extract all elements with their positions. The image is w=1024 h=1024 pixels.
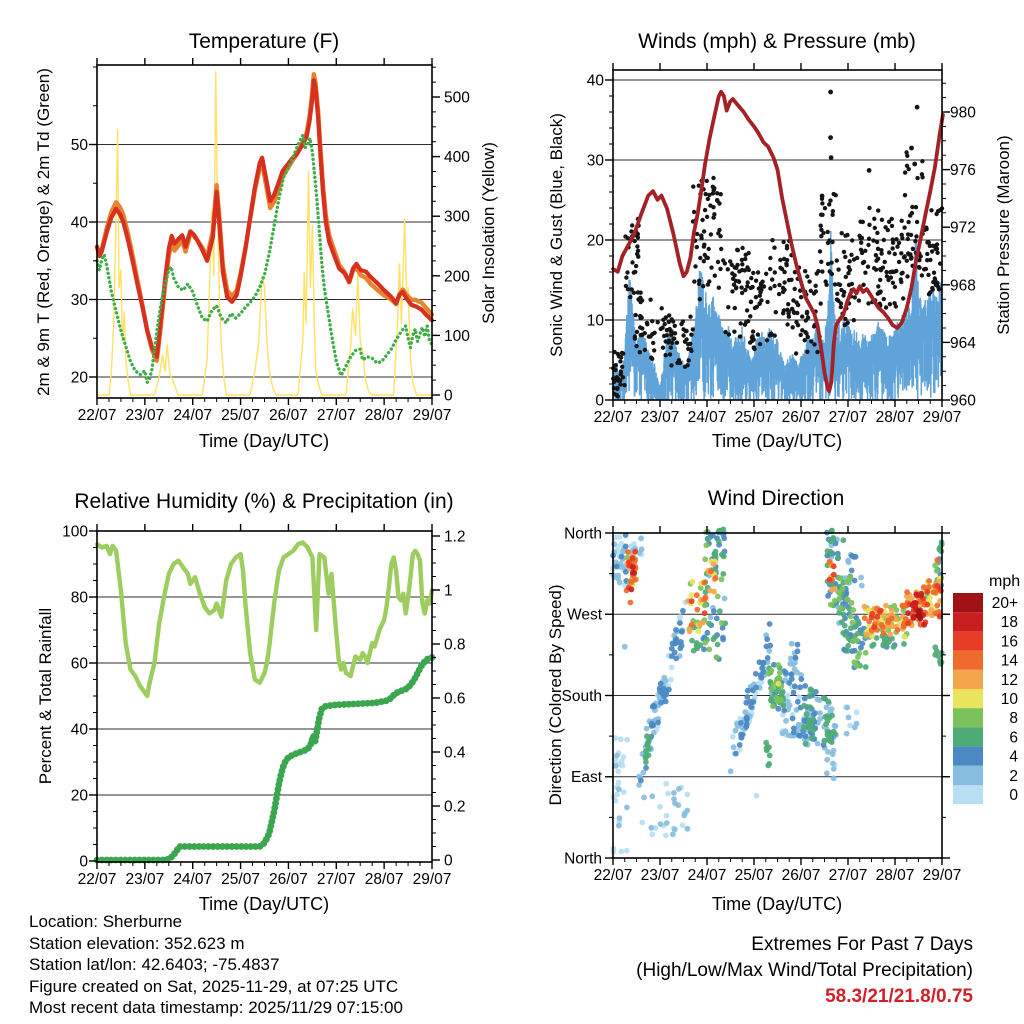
figure-created-timestamp: Figure created on Sat, 2025-11-29, at 07:25 UTC xyxy=(29,976,399,996)
extremes-heading: Extremes For Past 7 Days xyxy=(751,934,973,955)
svg-text:500: 500 xyxy=(444,89,470,107)
svg-text:972: 972 xyxy=(950,219,976,237)
svg-text:6: 6 xyxy=(1009,729,1018,747)
extremes-subheading: (High/Low/Max Wind/Total Precipitation) xyxy=(636,960,973,981)
svg-text:0.4: 0.4 xyxy=(444,744,466,762)
svg-text:24/07: 24/07 xyxy=(687,867,727,884)
svg-text:24/07: 24/07 xyxy=(173,871,213,888)
svg-text:28/07: 28/07 xyxy=(875,867,915,884)
svg-text:300: 300 xyxy=(444,208,470,226)
svg-text:968: 968 xyxy=(950,277,976,295)
svg-text:29/07: 29/07 xyxy=(412,407,452,424)
svg-text:10: 10 xyxy=(586,312,604,330)
wind-direction-plot xyxy=(561,525,961,884)
svg-text:28/07: 28/07 xyxy=(875,409,915,426)
svg-text:27/07: 27/07 xyxy=(828,409,868,426)
panel-title-temperature: Temperature (F) xyxy=(188,30,340,53)
svg-text:12: 12 xyxy=(1000,671,1018,689)
svg-text:80: 80 xyxy=(70,589,88,607)
winds-pressure-plot xyxy=(587,63,976,426)
panel-title-winds-pressure: Winds (mph) & Pressure (mb) xyxy=(638,30,916,53)
svg-text:23/07: 23/07 xyxy=(640,867,680,884)
svg-text:28/07: 28/07 xyxy=(364,871,404,888)
svg-text:30: 30 xyxy=(586,152,604,170)
extremes-values: 58.3/21/21.8/0.75 xyxy=(825,986,973,1007)
svg-text:60: 60 xyxy=(70,655,88,673)
svg-text:50: 50 xyxy=(70,137,88,154)
svg-text:14: 14 xyxy=(1000,652,1018,670)
svg-text:25/07: 25/07 xyxy=(221,407,260,424)
pressure-y-axis-label: Station Pressure (Maroon) xyxy=(994,135,1013,335)
temperature-y-axis-label: 2m & 9m T (Red, Orange) & 2m Td (Green) xyxy=(34,68,53,396)
svg-text:16: 16 xyxy=(1000,633,1018,651)
station-elevation: Station elevation: 352.623 m xyxy=(29,933,245,953)
svg-text:27/07: 27/07 xyxy=(316,407,356,424)
svg-text:200: 200 xyxy=(444,268,470,286)
svg-text:4: 4 xyxy=(1009,748,1018,766)
station-info-block xyxy=(29,911,403,1019)
svg-text:22/07: 22/07 xyxy=(593,409,633,426)
recent-data-timestamp: Most recent data timestamp: 2025/11/29 07:15:00 xyxy=(29,998,403,1017)
svg-text:East: East xyxy=(570,769,602,787)
winds-x-axis-label: Time (Day/UTC) xyxy=(711,431,843,451)
svg-text:27/07: 27/07 xyxy=(316,871,356,888)
svg-text:28/07: 28/07 xyxy=(364,407,404,424)
svg-text:25/07: 25/07 xyxy=(734,409,774,426)
svg-text:27/07: 27/07 xyxy=(828,867,868,884)
svg-text:10: 10 xyxy=(1000,691,1018,708)
extremes-block xyxy=(620,932,973,1010)
svg-text:0: 0 xyxy=(444,852,453,870)
svg-text:22/07: 22/07 xyxy=(77,871,117,888)
direction-y-axis-label: Direction (Colored By Speed) xyxy=(546,584,565,806)
svg-text:26/07: 26/07 xyxy=(781,867,821,884)
humidity-x-axis-label: Time (Day/UTC) xyxy=(198,894,330,914)
speed-legend xyxy=(953,593,1018,804)
svg-text:0: 0 xyxy=(444,387,453,405)
svg-text:26/07: 26/07 xyxy=(269,871,308,888)
svg-text:20: 20 xyxy=(70,369,88,387)
svg-text:40: 40 xyxy=(586,72,604,90)
svg-text:20+: 20+ xyxy=(991,595,1018,612)
svg-text:West: West xyxy=(566,606,602,624)
temperature-x-axis-label: Time (Day/UTC) xyxy=(198,431,330,451)
svg-text:18: 18 xyxy=(1000,614,1018,632)
svg-text:26/07: 26/07 xyxy=(269,407,308,424)
svg-text:23/07: 23/07 xyxy=(640,409,680,426)
svg-text:North: North xyxy=(564,525,602,543)
svg-text:29/07: 29/07 xyxy=(412,871,452,888)
svg-text:30: 30 xyxy=(70,292,88,309)
svg-text:0.8: 0.8 xyxy=(444,636,466,654)
svg-text:25/07: 25/07 xyxy=(734,867,774,884)
svg-text:23/07: 23/07 xyxy=(125,407,165,424)
panel-title-humidity-precip: Relative Humidity (%) & Precipitation (in) xyxy=(74,490,454,513)
panel-title-wind-direction: Wind Direction xyxy=(707,487,845,510)
svg-text:960: 960 xyxy=(950,392,976,410)
svg-text:24/07: 24/07 xyxy=(687,409,727,426)
svg-text:0.2: 0.2 xyxy=(444,798,466,816)
svg-text:40: 40 xyxy=(70,721,88,739)
svg-text:976: 976 xyxy=(950,162,976,180)
svg-text:20: 20 xyxy=(70,787,88,805)
svg-text:North: North xyxy=(564,850,602,868)
svg-text:40: 40 xyxy=(70,214,88,232)
svg-text:0: 0 xyxy=(79,853,88,871)
svg-text:2: 2 xyxy=(1009,767,1018,785)
svg-text:24/07: 24/07 xyxy=(173,407,213,424)
svg-text:20: 20 xyxy=(586,232,604,250)
svg-text:29/07: 29/07 xyxy=(922,409,962,426)
svg-text:964: 964 xyxy=(950,334,976,352)
svg-text:400: 400 xyxy=(444,149,470,167)
svg-text:25/07: 25/07 xyxy=(221,871,260,888)
station-latlon: Station lat/lon: 42.6403; -75.4837 xyxy=(29,955,280,974)
svg-text:980: 980 xyxy=(950,104,976,122)
svg-text:22/07: 22/07 xyxy=(77,407,117,424)
temperature-plot xyxy=(71,58,470,424)
svg-text:29/07: 29/07 xyxy=(922,867,962,884)
svg-text:22/07: 22/07 xyxy=(593,867,633,884)
svg-text:100: 100 xyxy=(62,523,88,541)
svg-text:26/07: 26/07 xyxy=(781,409,821,426)
speed-legend-title: mph xyxy=(989,573,1021,590)
svg-text:0: 0 xyxy=(1009,787,1018,804)
svg-text:0: 0 xyxy=(595,392,604,410)
direction-x-axis-label: Time (Day/UTC) xyxy=(711,894,843,914)
humidity-precip-plot xyxy=(62,524,466,889)
svg-text:0.6: 0.6 xyxy=(444,690,466,708)
svg-text:South: South xyxy=(561,687,602,705)
svg-text:1: 1 xyxy=(444,582,453,600)
station-location: Location: Sherburne xyxy=(29,912,183,931)
svg-text:23/07: 23/07 xyxy=(125,871,165,888)
svg-text:8: 8 xyxy=(1009,710,1018,728)
svg-text:100: 100 xyxy=(444,327,470,345)
svg-text:1.2: 1.2 xyxy=(444,528,466,546)
wind-y-axis-label: Sonic Wind & Gust (Blue, Black) xyxy=(547,113,566,357)
solar-y-axis-label: Solar Insolation (Yellow) xyxy=(479,142,498,324)
humidity-y-axis-label: Percent & Total Rainfall xyxy=(36,607,55,785)
